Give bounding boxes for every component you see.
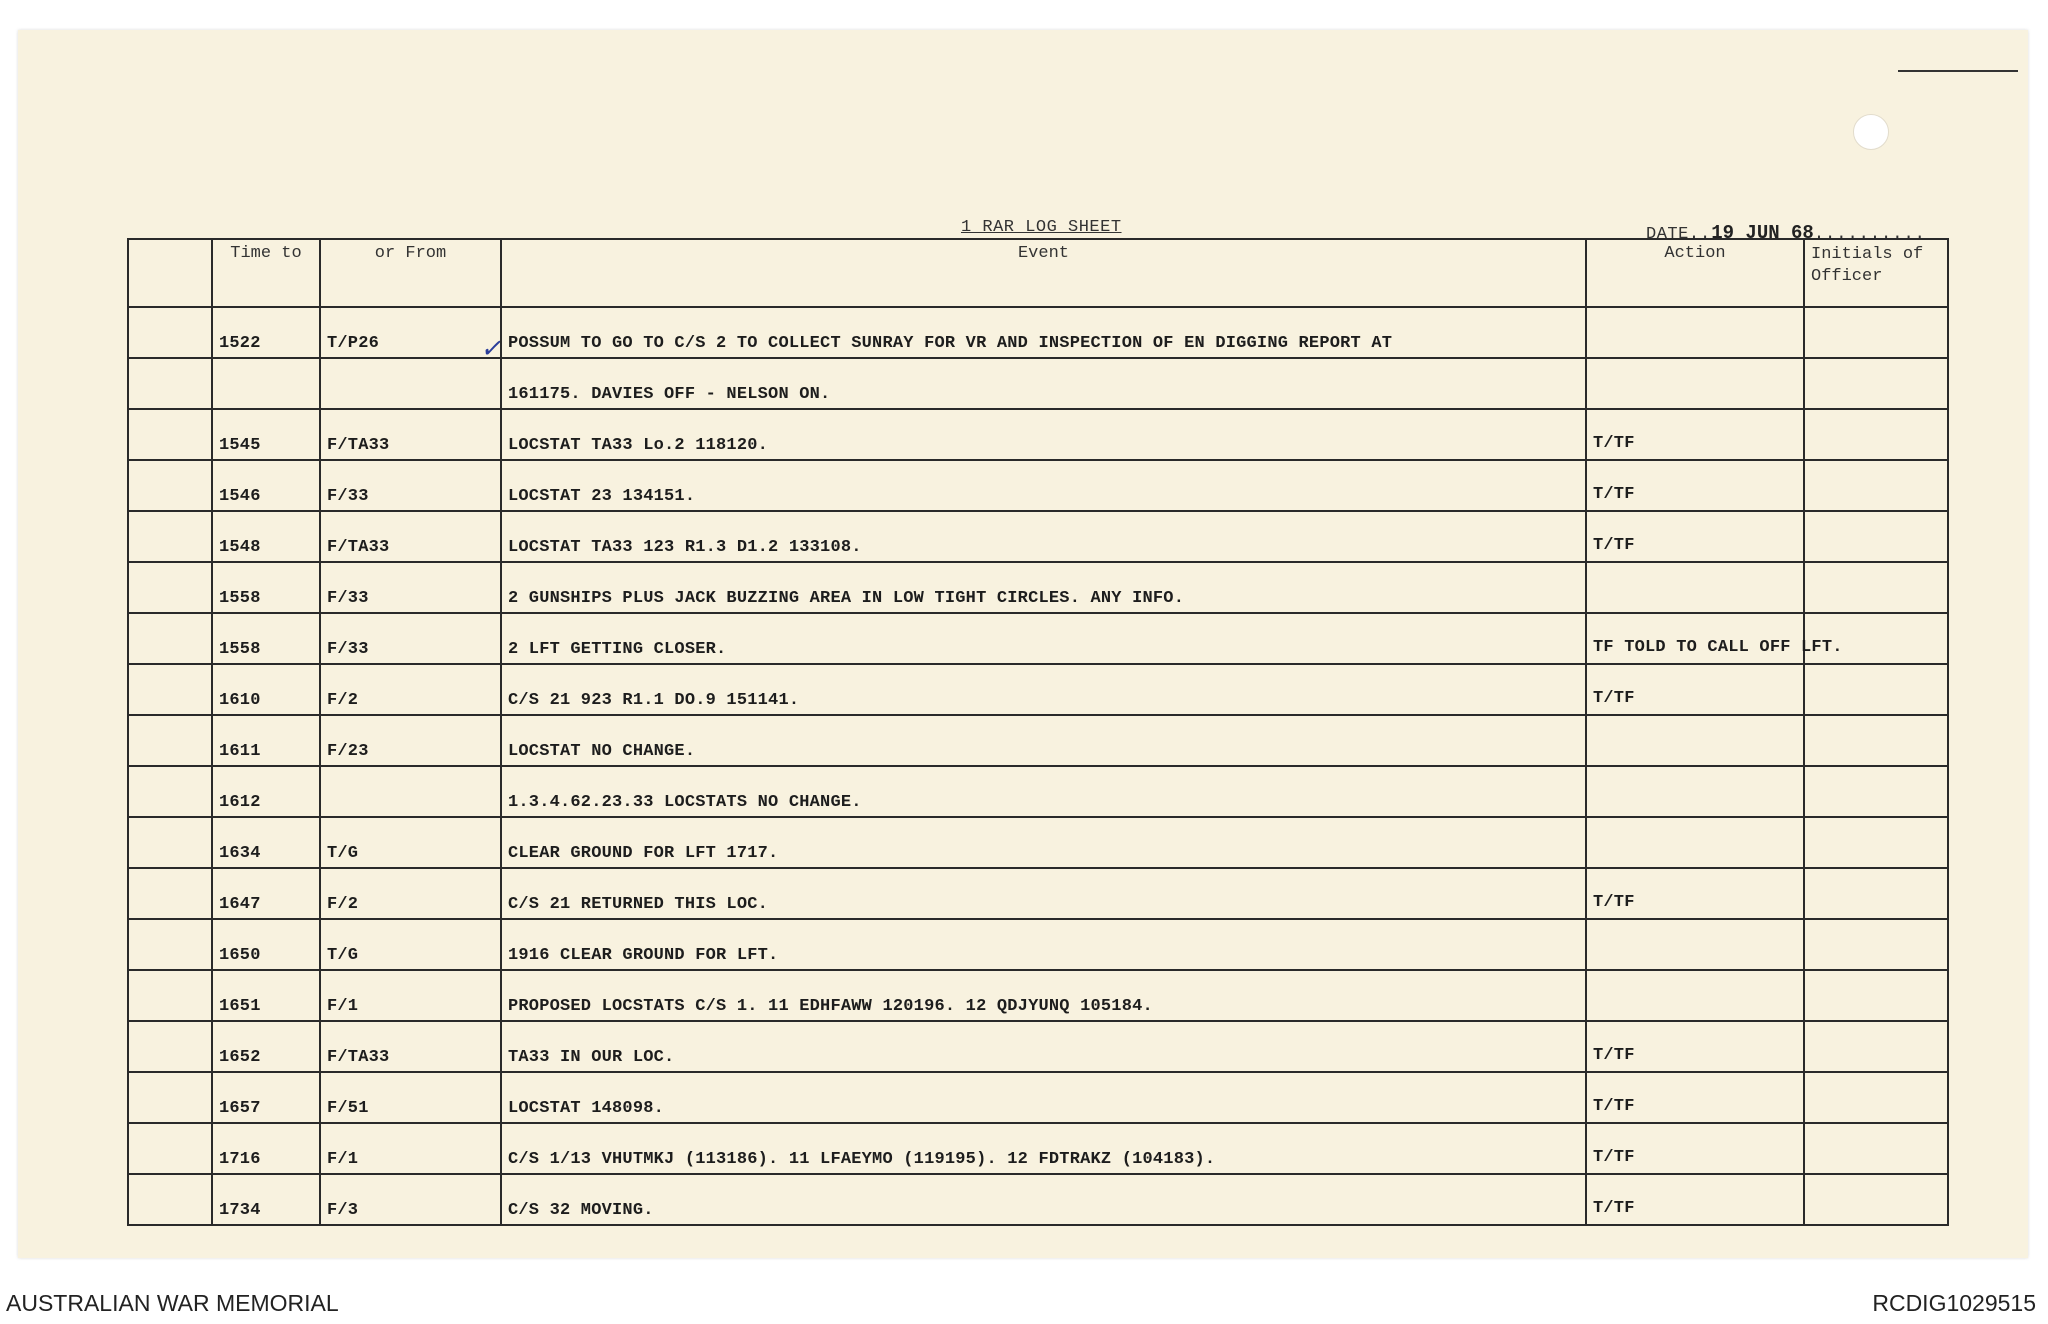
row-initials-cell bbox=[1804, 817, 1948, 868]
row-event-cell: 2 GUNSHIPS PLUS JACK BUZZING AREA IN LOW TIGHT CIRCLES. ANY INFO. bbox=[501, 562, 1586, 613]
row-event-cell: C/S 21 RETURNED THIS LOC. bbox=[501, 868, 1586, 919]
row-initials-cell bbox=[1804, 919, 1948, 970]
log-row bbox=[128, 613, 1948, 664]
row-margin-cell bbox=[128, 868, 212, 919]
row-event-cell: 1916 CLEAR GROUND FOR LFT. bbox=[501, 919, 1586, 970]
row-initials-cell bbox=[1804, 1072, 1948, 1123]
row-action-cell bbox=[1586, 970, 1804, 1021]
row-margin-cell bbox=[128, 664, 212, 715]
row-margin-cell bbox=[128, 1123, 212, 1174]
row-action-cell: T/TF bbox=[1586, 460, 1804, 511]
row-time-cell: 1647 bbox=[212, 868, 320, 919]
log-row bbox=[128, 817, 1948, 868]
log-row bbox=[128, 562, 1948, 613]
row-action-cell bbox=[1586, 766, 1804, 817]
header-row bbox=[128, 239, 1948, 307]
row-time-cell: 1634 bbox=[212, 817, 320, 868]
log-row bbox=[128, 715, 1948, 766]
row-initials-cell bbox=[1804, 715, 1948, 766]
row-time-cell: 1734 bbox=[212, 1174, 320, 1225]
row-action-cell: T/TF bbox=[1586, 1174, 1804, 1225]
row-event-cell: LOCSTAT 148098. bbox=[501, 1072, 1586, 1123]
row-action-cell: TF TOLD TO CALL OFF LFT. bbox=[1586, 613, 1804, 664]
row-margin-cell bbox=[128, 817, 212, 868]
row-action-cell bbox=[1586, 817, 1804, 868]
from-column-header: or From bbox=[320, 239, 501, 307]
row-margin-cell bbox=[128, 307, 212, 358]
top-rule bbox=[1898, 70, 2018, 72]
row-action-cell: T/TF bbox=[1586, 511, 1804, 562]
initials-column-header: Initials of Officer bbox=[1804, 239, 1948, 307]
row-margin-cell bbox=[128, 715, 212, 766]
row-margin-cell bbox=[128, 460, 212, 511]
row-from-cell: F/2 bbox=[320, 868, 501, 919]
row-event-cell: 1.3.4.62.23.33 LOCSTATS NO CHANGE. bbox=[501, 766, 1586, 817]
row-from-cell: F/51 bbox=[320, 1072, 501, 1123]
row-event-cell: CLEAR GROUND FOR LFT 1717. bbox=[501, 817, 1586, 868]
row-from-cell: F/TA33 bbox=[320, 409, 501, 460]
row-action-cell bbox=[1586, 715, 1804, 766]
row-initials-cell bbox=[1804, 664, 1948, 715]
row-from-cell: F/TA33 bbox=[320, 511, 501, 562]
row-initials-cell bbox=[1804, 766, 1948, 817]
row-action-cell: T/TF bbox=[1586, 868, 1804, 919]
row-from-cell: F/23 bbox=[320, 715, 501, 766]
row-action-cell bbox=[1586, 307, 1804, 358]
row-action-cell bbox=[1586, 562, 1804, 613]
log-table-body bbox=[128, 307, 1948, 1225]
row-action-cell: T/TF bbox=[1586, 664, 1804, 715]
row-margin-cell bbox=[128, 511, 212, 562]
action-column-header: Action bbox=[1586, 239, 1804, 307]
row-from-cell: T/G bbox=[320, 817, 501, 868]
log-row bbox=[128, 1072, 1948, 1123]
log-row bbox=[128, 970, 1948, 1021]
row-initials-cell bbox=[1804, 358, 1948, 409]
row-initials-cell bbox=[1804, 511, 1948, 562]
row-action-cell: T/TF bbox=[1586, 1123, 1804, 1174]
log-row bbox=[128, 1021, 1948, 1072]
row-initials-cell bbox=[1804, 1021, 1948, 1072]
log-row bbox=[128, 1174, 1948, 1225]
log-row bbox=[128, 511, 1948, 562]
row-action-cell bbox=[1586, 358, 1804, 409]
row-time-cell: 1651 bbox=[212, 970, 320, 1021]
row-time-cell: 1650 bbox=[212, 919, 320, 970]
row-initials-cell bbox=[1804, 409, 1948, 460]
row-time-cell: 1652 bbox=[212, 1021, 320, 1072]
row-margin-cell bbox=[128, 409, 212, 460]
row-action-cell bbox=[1586, 919, 1804, 970]
row-from-cell: F/1 bbox=[320, 970, 501, 1021]
row-margin-cell bbox=[128, 562, 212, 613]
row-margin-cell bbox=[128, 1174, 212, 1225]
row-time-cell: 1548 bbox=[212, 511, 320, 562]
row-time-cell bbox=[212, 358, 320, 409]
log-row bbox=[128, 766, 1948, 817]
log-row bbox=[128, 409, 1948, 460]
footer-reference-id: RCDIG1029515 bbox=[1872, 1290, 2036, 1316]
row-event-cell: LOCSTAT NO CHANGE. bbox=[501, 715, 1586, 766]
row-time-cell: 1558 bbox=[212, 613, 320, 664]
row-initials-cell bbox=[1804, 1123, 1948, 1174]
row-initials-cell bbox=[1804, 562, 1948, 613]
row-time-cell: 1522 bbox=[212, 307, 320, 358]
row-time-cell: 1546 bbox=[212, 460, 320, 511]
row-time-cell: 1545 bbox=[212, 409, 320, 460]
check-mark-annotation: ✓ bbox=[480, 334, 502, 364]
log-row bbox=[128, 460, 1948, 511]
row-event-cell: C/S 21 923 R1.1 DO.9 151141. bbox=[501, 664, 1586, 715]
row-event-cell: 2 LFT GETTING CLOSER. bbox=[501, 613, 1586, 664]
log-row bbox=[128, 919, 1948, 970]
row-margin-cell bbox=[128, 613, 212, 664]
row-time-cell: 1657 bbox=[212, 1072, 320, 1123]
date-trailing-dots: .......... bbox=[1813, 225, 1926, 244]
row-margin-cell bbox=[128, 1021, 212, 1072]
row-margin-cell bbox=[128, 919, 212, 970]
row-event-cell: PROPOSED LOCSTATS C/S 1. 11 EDHFAWW 120196. 12 QDJYUNQ 105184. bbox=[501, 970, 1586, 1021]
row-event-cell: 161175. DAVIES OFF - NELSON ON. bbox=[501, 358, 1586, 409]
row-event-cell: LOCSTAT TA33 Lo.2 118120. bbox=[501, 409, 1586, 460]
log-row bbox=[128, 307, 1948, 358]
document-title: 1 RAR LOG SHEET bbox=[961, 218, 1122, 237]
date-leader-dots: .. bbox=[1688, 225, 1712, 244]
row-event-cell: TA33 IN OUR LOC. bbox=[501, 1021, 1586, 1072]
margin-column-header bbox=[128, 239, 212, 307]
row-from-cell: F/33 bbox=[320, 460, 501, 511]
row-event-cell: POSSUM TO GO TO C/S 2 TO COLLECT SUNRAY FOR VR AND INSPECTION OF EN DIGGING REPORT AT bbox=[501, 307, 1586, 358]
log-row bbox=[128, 1123, 1948, 1174]
row-margin-cell bbox=[128, 970, 212, 1021]
row-action-cell: T/TF bbox=[1586, 409, 1804, 460]
row-initials-cell bbox=[1804, 1174, 1948, 1225]
log-row bbox=[128, 358, 1948, 409]
event-column-header: Event bbox=[501, 239, 1586, 307]
row-initials-cell bbox=[1804, 970, 1948, 1021]
row-time-cell: 1610 bbox=[212, 664, 320, 715]
row-event-cell: LOCSTAT 23 134151. bbox=[501, 460, 1586, 511]
row-from-cell: T/G bbox=[320, 919, 501, 970]
row-from-cell: F/1 bbox=[320, 1123, 501, 1174]
row-from-cell bbox=[320, 358, 501, 409]
row-time-cell: 1716 bbox=[212, 1123, 320, 1174]
row-initials-cell bbox=[1804, 868, 1948, 919]
row-from-cell bbox=[320, 766, 501, 817]
row-time-cell: 1611 bbox=[212, 715, 320, 766]
row-action-cell: T/TF bbox=[1586, 1072, 1804, 1123]
row-from-cell: F/2 bbox=[320, 664, 501, 715]
row-initials-cell bbox=[1804, 307, 1948, 358]
row-margin-cell bbox=[128, 766, 212, 817]
log-row bbox=[128, 664, 1948, 715]
row-event-cell: LOCSTAT TA33 123 R1.3 D1.2 133108. bbox=[501, 511, 1586, 562]
row-from-cell: F/3 bbox=[320, 1174, 501, 1225]
row-event-cell: C/S 1/13 VHUTMKJ (113186). 11 LFAEYMO (119195). 12 FDTRAKZ (104183). bbox=[501, 1123, 1586, 1174]
log-row bbox=[128, 868, 1948, 919]
row-from-cell: F/33 bbox=[320, 613, 501, 664]
date-value: 19 JUN 68 bbox=[1711, 222, 1814, 244]
row-from-cell: T/P26 bbox=[320, 307, 501, 358]
row-event-cell: C/S 32 MOVING. bbox=[501, 1174, 1586, 1225]
date-label: DATE bbox=[1646, 225, 1689, 244]
log-table bbox=[127, 238, 1949, 1226]
row-time-cell: 1558 bbox=[212, 562, 320, 613]
time-column-header: Time to bbox=[212, 239, 320, 307]
row-initials-cell bbox=[1804, 460, 1948, 511]
row-from-cell: F/33 bbox=[320, 562, 501, 613]
row-action-cell: T/TF bbox=[1586, 1021, 1804, 1072]
row-margin-cell bbox=[128, 358, 212, 409]
row-time-cell: 1612 bbox=[212, 766, 320, 817]
row-from-cell: F/TA33 bbox=[320, 1021, 501, 1072]
footer-institution: AUSTRALIAN WAR MEMORIAL bbox=[6, 1290, 339, 1316]
row-margin-cell bbox=[128, 1072, 212, 1123]
punch-hole bbox=[1853, 114, 1889, 150]
